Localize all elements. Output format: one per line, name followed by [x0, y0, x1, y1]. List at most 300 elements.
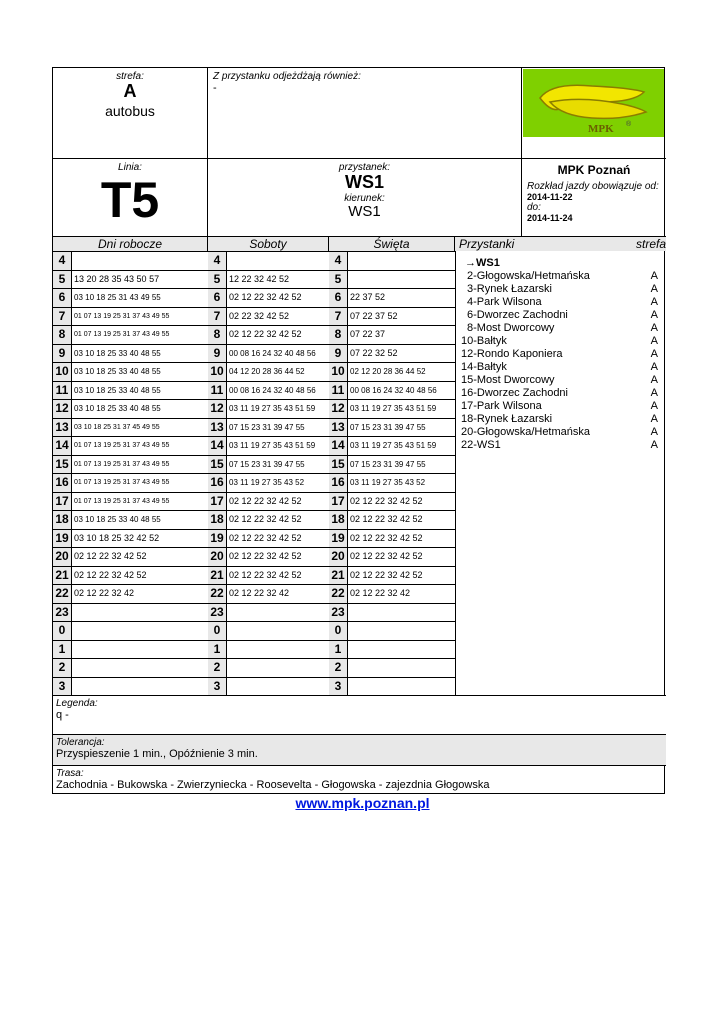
also-departing-label: Z przystanku odjeżdżają również: — [213, 71, 361, 82]
holidays-row — [329, 584, 455, 603]
company-name: MPK Poznań — [557, 163, 631, 177]
stop-zone: A — [650, 439, 658, 451]
stop-item — [455, 439, 666, 452]
holidays-row — [329, 436, 455, 455]
hour-cell: 19 — [329, 530, 348, 548]
hour-cell: 1 — [208, 641, 227, 659]
stop-name: 4-Park Wilsona — [467, 296, 542, 308]
holidays-row — [329, 344, 455, 363]
minutes-cell — [72, 622, 208, 640]
holidays-row — [329, 473, 455, 492]
minutes-cell: 03 10 18 25 33 40 48 55 — [74, 348, 161, 358]
saturdays-row — [208, 677, 329, 696]
weekdays-row — [53, 584, 208, 603]
minutes-cell: 02 12 22 32 42 52 — [74, 569, 147, 580]
weekdays-row — [53, 603, 208, 622]
hour-cell: 8 — [53, 326, 72, 344]
minutes-cell: 02 12 22 32 42 — [229, 588, 290, 598]
saturdays-row — [208, 418, 329, 437]
hour-cell: 0 — [329, 622, 348, 640]
saturdays-row — [208, 658, 329, 677]
stop-zone: A — [650, 348, 658, 360]
hour-cell: 14 — [329, 437, 348, 455]
stop-item — [455, 335, 666, 348]
stop-name: 17-Park Wilsona — [461, 400, 542, 412]
holidays-row — [329, 418, 455, 437]
hour-cell: 20 — [329, 548, 348, 566]
saturdays-header: Soboty — [208, 236, 329, 251]
hour-cell: 12 — [329, 400, 348, 418]
stop-zone: A — [650, 335, 658, 347]
minutes-cell: 02 12 22 32 42 52 — [229, 495, 302, 506]
minutes-cell — [348, 271, 455, 289]
hour-cell: 10 — [208, 363, 227, 381]
hour-cell: 21 — [208, 567, 227, 585]
valid-from-label: Rozkład jazdy obowiązuje od: — [527, 181, 659, 192]
zone-label: strefa: — [116, 71, 144, 82]
hour-cell: 9 — [208, 345, 227, 363]
hour-cell: 16 — [53, 474, 72, 492]
weekdays-row — [53, 677, 208, 696]
saturdays-row — [208, 492, 329, 511]
minutes-cell: 02 12 22 32 42 52 — [350, 532, 423, 543]
minutes-cell: 03 10 18 25 33 40 48 55 — [74, 404, 161, 413]
tolerance-value: Przyspieszenie 1 min., Opóźnienie 3 min. — [56, 748, 258, 760]
minutes-cell: 03 11 19 27 35 43 51 59 — [350, 404, 437, 413]
zone-header-label: strefa — [635, 237, 666, 251]
saturdays-row — [208, 566, 329, 585]
vehicle-type: autobus — [105, 103, 155, 119]
zone-value: A — [123, 81, 137, 101]
line-number: T5 — [100, 172, 160, 228]
minutes-cell: 03 10 18 25 33 40 48 55 — [74, 515, 161, 524]
hour-cell: 6 — [53, 289, 72, 307]
stop-name: 16-Dworzec Zachodni — [461, 387, 568, 399]
hour-cell: 15 — [53, 456, 72, 474]
stop-item — [455, 270, 666, 283]
minutes-cell: 02 12 22 32 42 52 — [229, 292, 302, 302]
hour-cell: 18 — [329, 511, 348, 529]
minutes-cell: 03 10 18 25 33 40 48 55 — [74, 367, 161, 376]
minutes-cell: 01 07 13 19 25 31 37 43 49 55 — [74, 442, 170, 449]
hour-cell: 3 — [329, 678, 348, 696]
weekdays-row — [53, 288, 208, 307]
stop-name: 18-Rynek Łazarski — [461, 413, 553, 425]
saturdays-row — [208, 510, 329, 529]
stop-item — [455, 374, 666, 387]
hour-cell: 4 — [208, 252, 227, 270]
stop-name: 15-Most Dworcowy — [461, 374, 555, 386]
holidays-row — [329, 621, 455, 640]
weekdays-row — [53, 529, 208, 548]
weekdays-row — [53, 510, 208, 529]
minutes-cell: 03 11 19 27 35 43 52 — [350, 478, 426, 487]
hour-cell: 11 — [208, 382, 227, 400]
holidays-row — [329, 455, 455, 474]
stop-name: 8-Most Dworcowy — [467, 322, 555, 334]
stop-name: 3-Rynek Łazarski — [467, 283, 552, 295]
legend-box — [53, 695, 666, 734]
hour-cell: 3 — [53, 678, 72, 696]
hour-cell: 17 — [208, 493, 227, 511]
weekdays-row — [53, 492, 208, 511]
valid-from-date: 2014-11-22 — [527, 192, 573, 202]
hour-cell: 12 — [53, 400, 72, 418]
hour-cell: 6 — [329, 289, 348, 307]
hour-cell: 4 — [53, 252, 72, 270]
saturdays-row — [208, 381, 329, 400]
minutes-cell: 22 37 52 — [350, 292, 386, 302]
hour-cell: 1 — [329, 641, 348, 659]
hour-cell: 3 — [208, 678, 227, 696]
hour-cell: 5 — [329, 271, 348, 289]
hour-cell: 5 — [53, 271, 72, 289]
minutes-cell — [227, 622, 329, 640]
holidays-row — [329, 307, 455, 326]
minutes-cell — [72, 659, 208, 677]
minutes-cell: 01 07 13 19 25 31 37 43 49 55 — [74, 497, 170, 505]
holidays-row — [329, 529, 455, 548]
saturdays-row — [208, 584, 329, 603]
hour-cell: 16 — [329, 474, 348, 492]
saturdays-row — [208, 362, 329, 381]
svg-text:®: ® — [626, 121, 632, 128]
minutes-cell — [348, 622, 455, 640]
holidays-column — [329, 251, 456, 695]
hour-cell: 20 — [208, 548, 227, 566]
minutes-cell — [72, 252, 208, 270]
stop-item — [455, 283, 666, 296]
minutes-cell — [72, 641, 208, 659]
legend-label: Legenda: — [56, 698, 98, 709]
hour-cell: 4 — [329, 252, 348, 270]
hour-cell: 21 — [53, 567, 72, 585]
weekdays-row — [53, 270, 208, 289]
saturdays-row — [208, 529, 329, 548]
hour-cell: 13 — [329, 419, 348, 437]
minutes-cell: 02 12 22 32 42 52 — [229, 551, 302, 561]
stop-zone: A — [650, 283, 658, 295]
minutes-cell: 02 12 20 28 36 44 52 — [350, 367, 426, 376]
weekdays-column — [53, 251, 209, 695]
minutes-cell: 03 11 19 27 35 43 51 59 — [229, 404, 316, 413]
stop-zone: A — [650, 296, 658, 308]
stop-box — [208, 158, 522, 236]
saturdays-row — [208, 251, 329, 270]
hour-cell: 19 — [53, 530, 72, 548]
minutes-cell: 04 12 20 28 36 44 52 — [229, 367, 305, 376]
direction-name: WS1 — [348, 203, 381, 220]
line-label: Linia: — [118, 162, 142, 173]
holidays-row — [329, 510, 455, 529]
saturdays-column — [208, 251, 330, 695]
hour-cell: 18 — [208, 511, 227, 529]
weekdays-row — [53, 418, 208, 437]
valid-to-date: 2014-11-24 — [527, 213, 573, 223]
minutes-cell: 02 12 22 32 42 52 — [350, 551, 423, 561]
hour-cell: 8 — [329, 326, 348, 344]
holidays-row — [329, 362, 455, 381]
hour-cell: 0 — [53, 622, 72, 640]
legend-value: q - — [56, 709, 69, 721]
hour-cell: 19 — [208, 530, 227, 548]
zone-box — [53, 68, 208, 158]
minutes-cell: 02 12 22 32 42 52 — [350, 495, 423, 506]
minutes-cell: 01 07 13 19 25 31 37 43 49 55 — [74, 331, 170, 338]
stop-name: 6-Dworzec Zachodni — [467, 309, 568, 321]
minutes-cell: 07 15 23 31 39 47 55 — [350, 459, 426, 469]
hour-cell: 9 — [53, 345, 72, 363]
hour-cell: 11 — [53, 382, 72, 400]
weekdays-row — [53, 658, 208, 677]
weekdays-row — [53, 344, 208, 363]
hour-cell: 6 — [208, 289, 227, 307]
hour-cell: 12 — [208, 400, 227, 418]
stop-item — [455, 361, 666, 374]
stop-zone: A — [650, 270, 658, 282]
hour-cell: 22 — [329, 585, 348, 603]
line-box — [53, 158, 208, 236]
holidays-header: Święta — [329, 236, 455, 251]
valid-to-label: do: — [527, 202, 541, 213]
weekdays-row — [53, 251, 208, 270]
minutes-cell: 07 22 37 — [350, 329, 386, 339]
minutes-cell: 00 08 16 24 32 40 48 56 — [229, 348, 316, 358]
hour-cell: 23 — [53, 604, 72, 622]
stop-zone: A — [650, 322, 658, 334]
stop-name: 10-Bałtyk — [461, 335, 507, 347]
holidays-row — [329, 566, 455, 585]
minutes-cell: 03 10 18 25 31 43 49 55 — [74, 293, 161, 302]
minutes-cell: 03 11 19 27 35 43 52 — [229, 478, 305, 487]
holidays-row — [329, 270, 455, 289]
weekdays-row — [53, 307, 208, 326]
stop-item — [455, 387, 666, 400]
tolerance-box — [53, 734, 666, 765]
stop-zone: A — [650, 361, 658, 373]
minutes-cell: 03 10 18 25 33 40 48 55 — [74, 385, 161, 395]
hour-cell: 15 — [208, 456, 227, 474]
minutes-cell: 02 12 22 32 42 52 — [350, 514, 423, 524]
hour-cell: 7 — [329, 308, 348, 326]
stop-item — [455, 309, 666, 322]
minutes-cell: 13 20 28 35 43 50 57 — [74, 273, 160, 284]
stop-item — [455, 348, 666, 361]
minutes-cell: 07 15 23 31 39 47 55 — [229, 459, 305, 469]
weekdays-header: Dni robocze — [53, 236, 208, 251]
hour-cell: 7 — [53, 308, 72, 326]
saturdays-row — [208, 325, 329, 344]
weekdays-row — [53, 399, 208, 418]
hour-cell: 8 — [208, 326, 227, 344]
stop-item — [455, 322, 666, 335]
weekdays-row — [53, 381, 208, 400]
stop-label: przystanek: — [338, 162, 391, 173]
minutes-cell — [227, 659, 329, 677]
saturdays-row — [208, 640, 329, 659]
holidays-row — [329, 399, 455, 418]
minutes-cell — [348, 604, 455, 622]
stop-zone: A — [650, 374, 658, 386]
hour-cell: 5 — [208, 271, 227, 289]
stop-name: 12-Rondo Kaponiera — [461, 348, 563, 360]
minutes-cell — [227, 678, 329, 696]
weekdays-row — [53, 566, 208, 585]
holidays-row — [329, 658, 455, 677]
stop-name: 20-Głogowska/Hetmańska — [461, 426, 591, 438]
hour-cell: 18 — [53, 511, 72, 529]
hour-cell: 2 — [53, 659, 72, 677]
minutes-cell: 02 12 22 32 42 52 — [350, 569, 423, 580]
hour-cell: 2 — [329, 659, 348, 677]
holidays-row — [329, 677, 455, 696]
minutes-cell — [72, 678, 208, 696]
hour-cell: 10 — [329, 363, 348, 381]
holidays-row — [329, 251, 455, 270]
weekdays-row — [53, 473, 208, 492]
hour-cell: 13 — [208, 419, 227, 437]
stop-zone: A — [650, 413, 658, 425]
minutes-cell — [227, 252, 329, 270]
minutes-cell: 02 22 32 42 52 — [229, 310, 290, 321]
minutes-cell: 02 12 22 32 42 — [74, 588, 135, 598]
minutes-cell: 03 10 18 25 32 42 52 — [74, 532, 160, 543]
minutes-cell — [227, 641, 329, 659]
stop-zone: A — [650, 400, 658, 412]
minutes-cell: 07 22 37 52 — [350, 310, 398, 321]
minutes-cell: 07 15 23 31 39 47 55 — [229, 422, 305, 432]
stop-item — [455, 426, 666, 439]
minutes-cell — [348, 659, 455, 677]
hour-cell: 11 — [329, 382, 348, 400]
stop-item — [455, 413, 666, 426]
stops-list — [455, 251, 666, 452]
hour-cell: 14 — [208, 437, 227, 455]
weekdays-row — [53, 436, 208, 455]
minutes-cell: 07 22 32 52 — [350, 347, 398, 358]
minutes-cell — [227, 604, 329, 622]
hour-cell: 17 — [329, 493, 348, 511]
saturdays-row — [208, 307, 329, 326]
minutes-cell — [72, 604, 208, 622]
holidays-row — [329, 603, 455, 622]
hour-cell: 10 — [53, 363, 72, 381]
validity-box — [522, 158, 666, 236]
stop-name: →WS1 — [465, 257, 500, 269]
hour-cell: 0 — [208, 622, 227, 640]
stop-name: 14-Bałtyk — [461, 361, 507, 373]
saturdays-row — [208, 473, 329, 492]
holidays-row — [329, 640, 455, 659]
saturdays-row — [208, 270, 329, 289]
saturdays-row — [208, 436, 329, 455]
minutes-cell: 07 15 23 31 39 47 55 — [350, 422, 426, 432]
minutes-cell: 00 08 16 24 32 40 48 56 — [229, 385, 316, 395]
weekdays-row — [53, 325, 208, 344]
weekdays-row — [53, 640, 208, 659]
holidays-row — [329, 547, 455, 566]
stops-header-label: Przystanki — [459, 237, 515, 251]
holidays-row — [329, 381, 455, 400]
also-departing-box — [208, 68, 522, 158]
logo-text: MPK — [588, 123, 614, 135]
minutes-cell — [348, 678, 455, 696]
minutes-cell: 00 08 16 24 32 40 48 56 — [350, 385, 437, 395]
hour-cell: 17 — [53, 493, 72, 511]
also-departing-value: - — [213, 82, 217, 94]
stop-item — [455, 296, 666, 309]
stop-name: 2-Głogowska/Hetmańska — [467, 270, 590, 282]
minutes-cell: 02 12 22 32 42 — [350, 588, 411, 598]
saturdays-row — [208, 455, 329, 474]
minutes-cell: 03 11 19 27 35 43 51 59 — [229, 441, 316, 450]
stop-zone: A — [650, 387, 658, 399]
saturdays-row — [208, 399, 329, 418]
saturdays-row — [208, 603, 329, 622]
stop-name: 22-WS1 — [461, 439, 501, 451]
hour-cell: 20 — [53, 548, 72, 566]
hour-cell: 1 — [53, 641, 72, 659]
minutes-cell: 01 07 13 19 25 31 37 43 49 55 — [74, 312, 170, 320]
stop-zone: A — [650, 426, 658, 438]
hour-cell: 2 — [208, 659, 227, 677]
holidays-row — [329, 325, 455, 344]
minutes-cell: 01 07 13 19 25 31 37 43 49 55 — [74, 479, 170, 486]
saturdays-row — [208, 344, 329, 363]
stop-item — [455, 400, 666, 413]
route-label: Trasa: — [56, 768, 84, 779]
hour-cell: 16 — [208, 474, 227, 492]
hour-cell: 22 — [53, 585, 72, 603]
minutes-cell: 02 12 22 32 42 52 — [229, 532, 302, 543]
holidays-row — [329, 288, 455, 307]
current-stop — [455, 257, 666, 270]
stop-zone: A — [650, 309, 658, 321]
hour-cell: 7 — [208, 308, 227, 326]
hour-cell: 14 — [53, 437, 72, 455]
mpk-logo — [522, 68, 666, 158]
saturdays-row — [208, 547, 329, 566]
minutes-cell: 02 12 22 32 42 52 — [229, 569, 302, 580]
stop-name: WS1 — [344, 172, 384, 192]
minutes-cell: 02 12 22 32 42 52 — [74, 551, 147, 561]
website-link[interactable]: www.mpk.poznan.pl — [295, 795, 430, 811]
route-value: Zachodnia - Bukowska - Zwierzyniecka - Roosevelta - Głogowska - zajezdnia Głogowska — [56, 779, 490, 791]
hour-cell: 21 — [329, 567, 348, 585]
minutes-cell: 03 11 19 27 35 43 51 59 — [350, 441, 437, 450]
hour-cell: 23 — [329, 604, 348, 622]
saturdays-row — [208, 621, 329, 640]
hour-cell: 23 — [208, 604, 227, 622]
minutes-cell — [348, 641, 455, 659]
hour-cell: 22 — [208, 585, 227, 603]
weekdays-row — [53, 362, 208, 381]
minutes-cell: 02 12 22 32 42 52 — [229, 329, 302, 339]
minutes-cell: 02 12 22 32 42 52 — [229, 514, 302, 524]
weekdays-row — [53, 455, 208, 474]
hour-cell: 15 — [329, 456, 348, 474]
tolerance-label: Tolerancja: — [56, 737, 105, 748]
weekdays-row — [53, 621, 208, 640]
timetable-sheet — [52, 67, 665, 794]
direction-label: kierunek: — [344, 193, 385, 204]
minutes-cell: 01 07 13 19 25 31 37 43 49 55 — [74, 460, 170, 468]
stops-header — [455, 236, 666, 251]
saturdays-row — [208, 288, 329, 307]
minutes-cell: 03 10 18 25 31 37 45 49 55 — [74, 423, 160, 431]
weekdays-row — [53, 547, 208, 566]
holidays-row — [329, 492, 455, 511]
